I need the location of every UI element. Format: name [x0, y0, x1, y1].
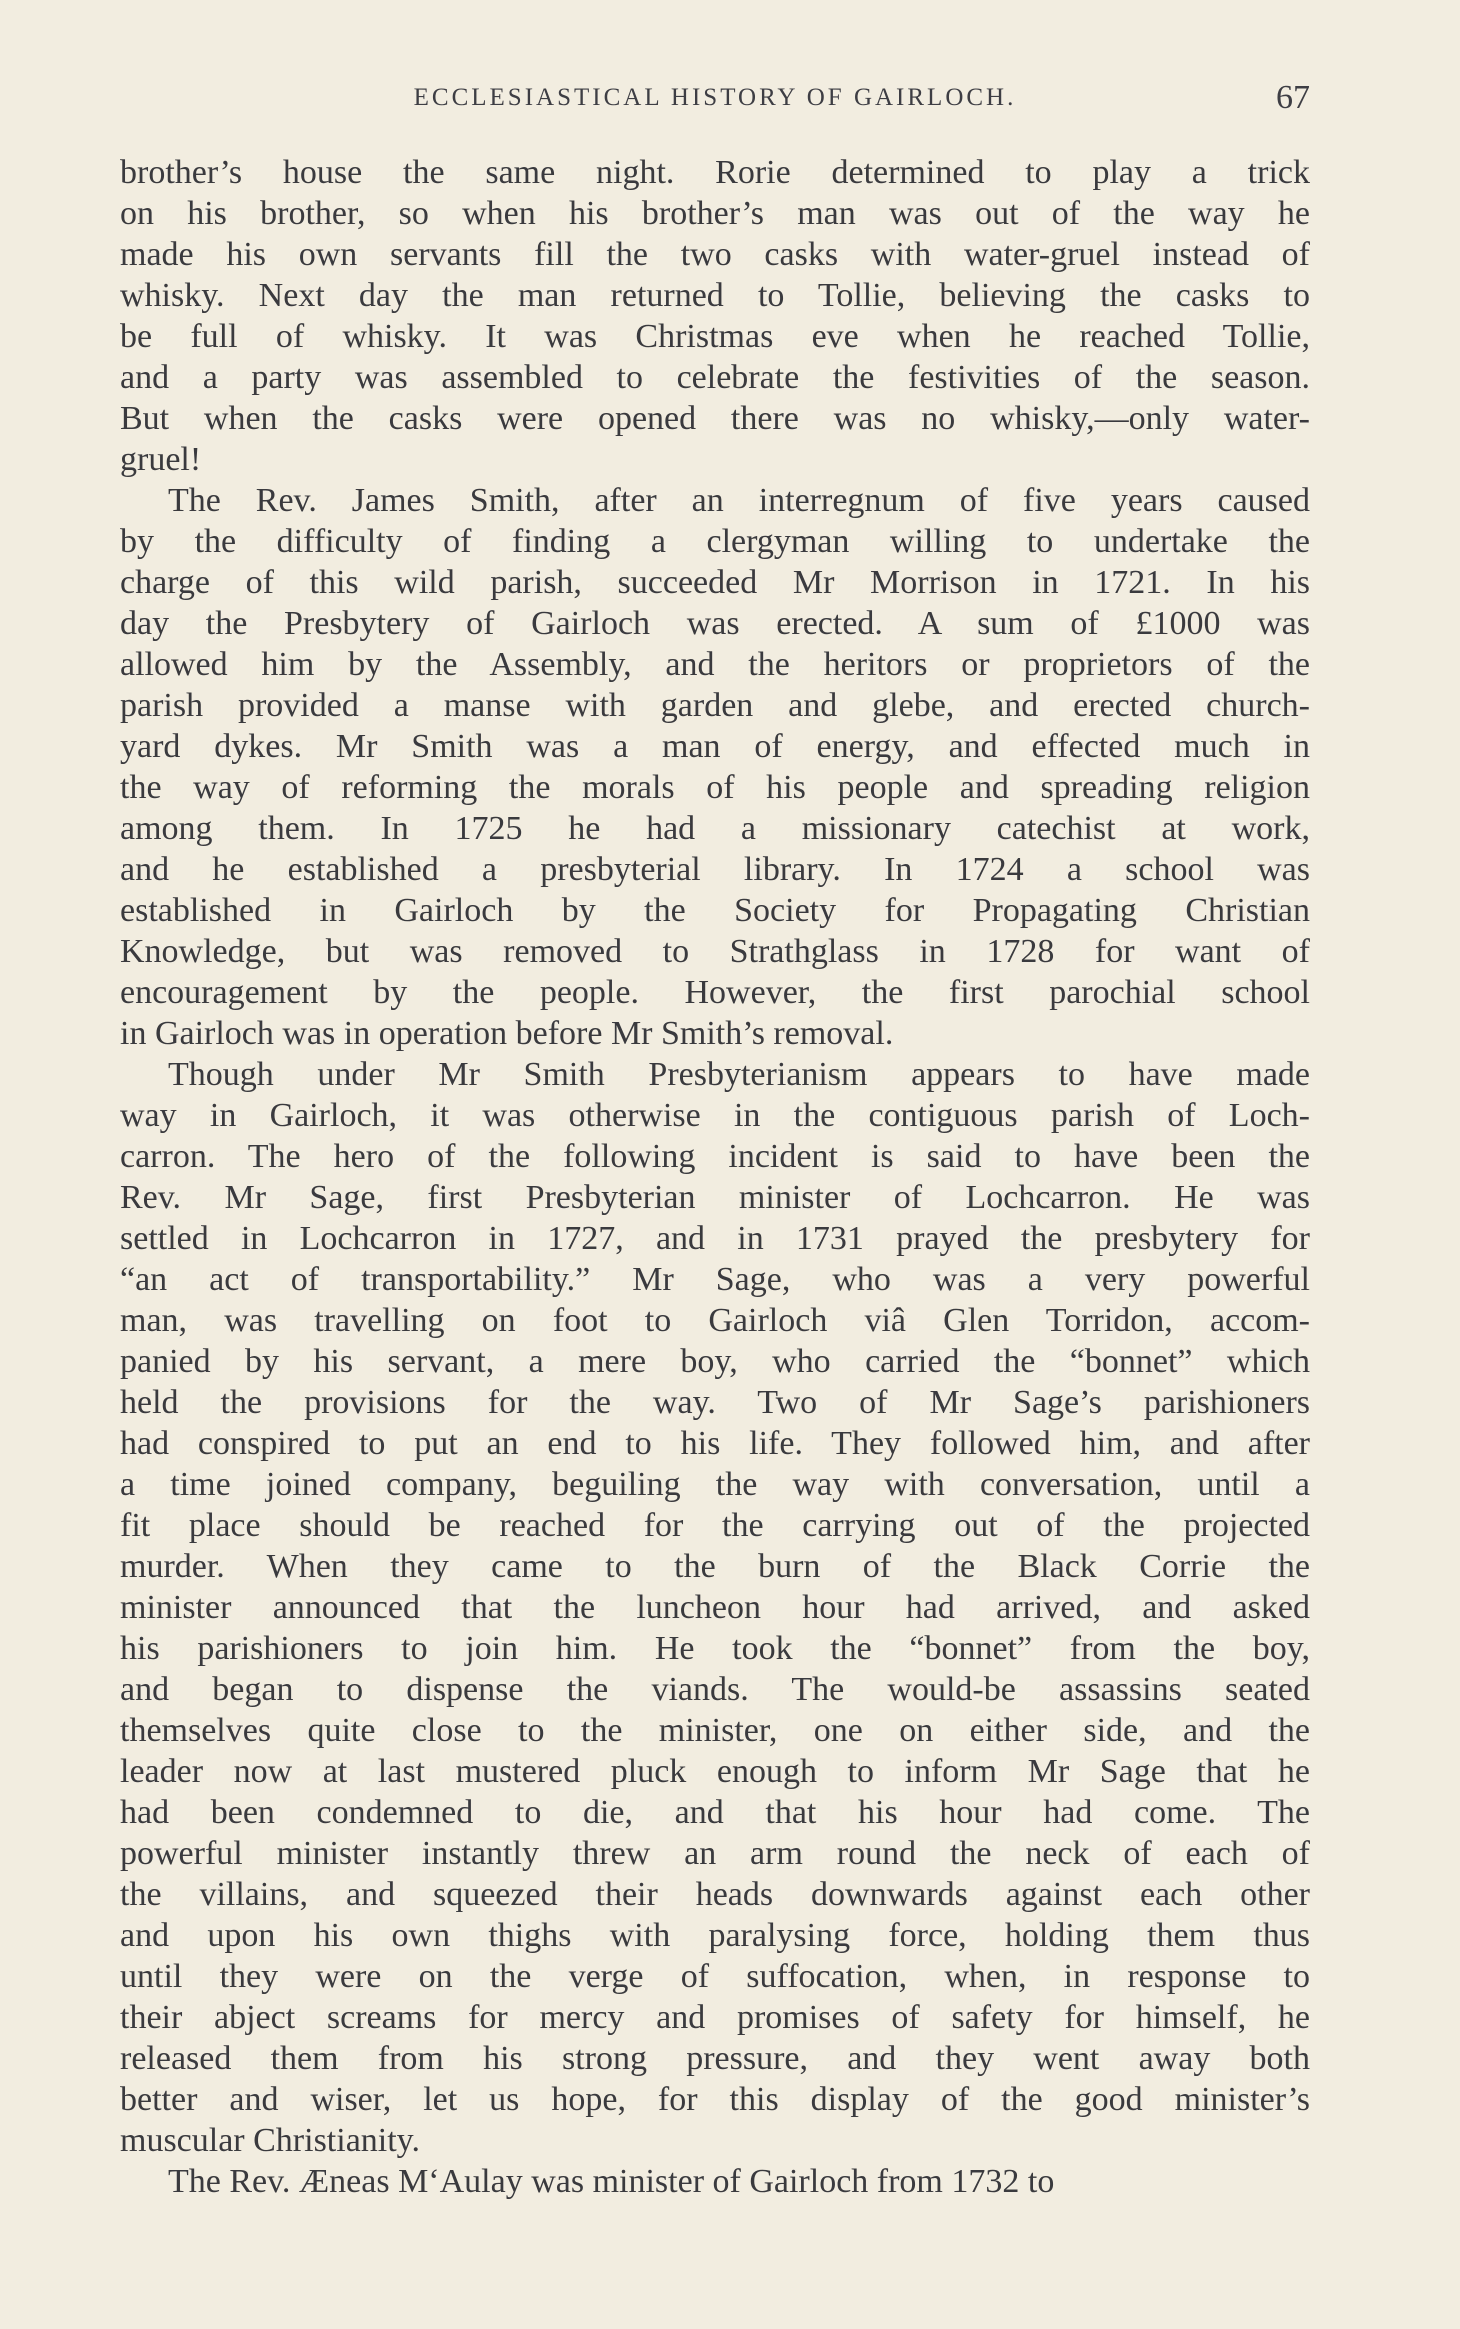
text-line: the villains, and squeezed their heads downwards against each other [120, 1876, 1310, 1913]
text-line: had been condemned to die, and that his hour had come. The [120, 1794, 1310, 1831]
body-text [120, 152, 1310, 2202]
paragraph [120, 2161, 1310, 2202]
text-line: leader now at last mustered pluck enough to inform Mr Sage that he [120, 1753, 1310, 1790]
text-line: his parishioners to join him. He took the “bonnet” from the boy, [120, 1630, 1310, 1667]
text-line: Rev. Mr Sage, first Presbyterian minister of Lochcarron. He was [120, 1179, 1310, 1216]
text-line: The Rev. Æneas M‘Aulay was minister of Gairloch from 1732 to [168, 2163, 1055, 2200]
text-line: minister announced that the luncheon hour had arrived, and asked [120, 1589, 1310, 1626]
paragraph [120, 480, 1310, 1054]
text-line: brother’s house the same night. Rorie determined to play a trick [120, 154, 1310, 191]
text-line: settled in Lochcarron in 1727, and in 1731 prayed the presbytery for [120, 1220, 1310, 1257]
text-line: and he established a presbyterial library. In 1724 a school was [120, 851, 1310, 888]
text-line: had conspired to put an end to his life. They followed him, and after [120, 1425, 1310, 1462]
text-line: allowed him by the Assembly, and the heritors or proprietors of the [120, 646, 1310, 683]
text-line: and began to dispense the viands. The would-be assassins seated [120, 1671, 1310, 1708]
text-line: murder. When they came to the burn of the Black Corrie the [120, 1548, 1310, 1585]
text-line: parish provided a manse with garden and glebe, and erected church- [120, 687, 1310, 724]
text-line: made his own servants fill the two casks with water-gruel instead of [120, 236, 1310, 273]
text-line: powerful minister instantly threw an arm round the neck of each of [120, 1835, 1310, 1872]
text-line: be full of whisky. It was Christmas eve when he reached Tollie, [120, 318, 1310, 355]
text-line: a time joined company, beguiling the way with conversation, until a [120, 1466, 1310, 1503]
running-head [120, 78, 1310, 118]
text-line: Knowledge, but was removed to Strathglass in 1728 for want of [120, 933, 1310, 970]
text-line: among them. In 1725 he had a missionary catechist at work, [120, 810, 1310, 847]
text-line: in Gairloch was in operation before Mr Smith’s removal. [120, 1015, 894, 1052]
text-line: charge of this wild parish, succeeded Mr Morrison in 1721. In his [120, 564, 1310, 601]
text-line: encouragement by the people. However, the first parochial school [120, 974, 1310, 1011]
text-line: fit place should be reached for the carrying out of the projected [120, 1507, 1310, 1544]
text-line: Though under Mr Smith Presbyterianism appears to have made [168, 1056, 1310, 1093]
text-line: themselves quite close to the minister, one on either side, and the [120, 1712, 1310, 1749]
text-line: But when the casks were opened there was no whisky,—only water- [120, 400, 1310, 437]
page-number: 67 [1276, 79, 1310, 116]
running-title: ECCLESIASTICAL HISTORY OF GAIRLOCH. [413, 84, 1017, 111]
text-line: panied by his servant, a mere boy, who carried the “bonnet” which [120, 1343, 1310, 1380]
text-line: man, was travelling on foot to Gairloch viâ Glen Torridon, accom- [120, 1302, 1310, 1339]
text-line: way in Gairloch, it was otherwise in the contiguous parish of Loch- [120, 1097, 1310, 1134]
text-line: muscular Christianity. [120, 2122, 420, 2159]
paragraph [120, 152, 1310, 480]
text-line: gruel! [120, 441, 202, 478]
text-line: established in Gairloch by the Society for Propagating Christian [120, 892, 1310, 929]
text-line: held the provisions for the way. Two of Mr Sage’s parishioners [120, 1384, 1310, 1421]
text-line: released them from his strong pressure, and they went away both [120, 2040, 1310, 2077]
text-line: the way of reforming the morals of his people and spreading religion [120, 769, 1310, 806]
text-line: carron. The hero of the following incident is said to have been the [120, 1138, 1310, 1175]
text-line: better and wiser, let us hope, for this display of the good minister’s [120, 2081, 1310, 2118]
text-line: “an act of transportability.” Mr Sage, who was a very powerful [120, 1261, 1310, 1298]
text-line: and a party was assembled to celebrate the festivities of the season. [120, 359, 1310, 396]
text-line: The Rev. James Smith, after an interregnum of five years caused [168, 482, 1310, 519]
paragraph [120, 1054, 1310, 2161]
text-line: their abject screams for mercy and promises of safety for himself, he [120, 1999, 1310, 2036]
text-line: whisky. Next day the man returned to Tollie, believing the casks to [120, 277, 1310, 314]
text-line: day the Presbytery of Gairloch was erected. A sum of £1000 was [120, 605, 1310, 642]
text-line: yard dykes. Mr Smith was a man of energy, and effected much in [120, 728, 1310, 765]
text-line: until they were on the verge of suffocation, when, in response to [120, 1958, 1310, 1995]
text-line: by the difficulty of finding a clergyman willing to undertake the [120, 523, 1310, 560]
text-line: on his brother, so when his brother’s man was out of the way he [120, 195, 1310, 232]
text-line: and upon his own thighs with paralysing force, holding them thus [120, 1917, 1310, 1954]
